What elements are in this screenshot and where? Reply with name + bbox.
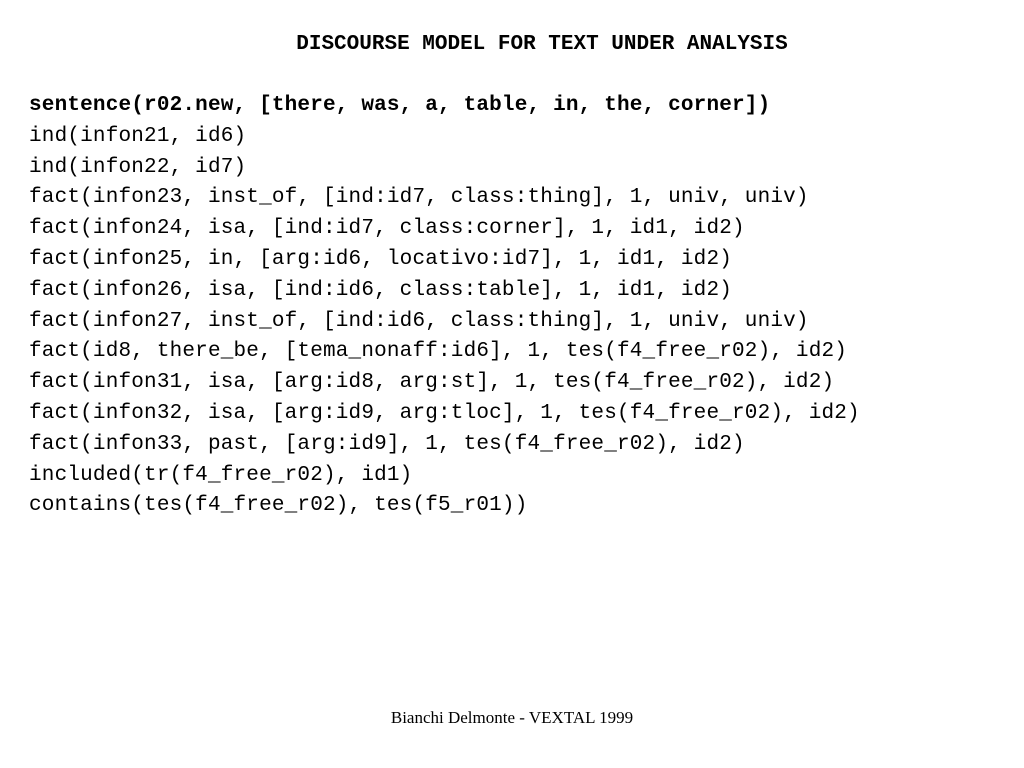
footer-credit: Bianchi Delmonte - VEXTAL 1999 [390,708,634,727]
model-line-fact-infon25: fact(infon25, in, [arg:id6, locativo:id7], 1, id1, id2) [29,247,733,271]
model-line-fact-infon31: fact(infon31, isa, [arg:id8, arg:st], 1, tes(f4_free_r02), id2) [29,371,835,395]
model-line-contains: contains(tes(f4_free_r02), tes(f5_r01)) [29,494,528,518]
model-line-fact-infon23: fact(infon23, inst_of, [ind:id7, class:thing], 1, univ, univ) [29,186,809,210]
model-line-ind-infon21: ind(infon21, id6) [29,124,247,148]
slide-title: DISCOURSE MODEL FOR TEXT UNDER ANALYSIS [296,33,788,56]
model-line-included: included(tr(f4_free_r02), id1) [29,463,413,487]
model-line-fact-id8: fact(id8, there_be, [tema_nonaff:id6], 1, tes(f4_free_r02), id2) [29,340,848,364]
model-line-fact-infon27: fact(infon27, inst_of, [ind:id6, class:thing], 1, univ, univ) [29,309,809,333]
model-line-fact-infon24: fact(infon24, isa, [ind:id7, class:corner], 1, id1, id2) [29,217,745,241]
model-line-fact-infon33: fact(infon33, past, [arg:id9], 1, tes(f4_free_r02), id2) [29,432,745,456]
sentence-line: sentence(r02.new, [there, was, a, table, in, the, corner]) [29,94,771,117]
discourse-model-listing [29,91,1024,522]
model-line-fact-infon32: fact(infon32, isa, [arg:id9, arg:tloc], 1, tes(f4_free_r02), id2) [29,401,860,425]
model-line-fact-infon26: fact(infon26, isa, [ind:id6, class:table], 1, id1, id2) [29,278,733,302]
model-line-ind-infon22: ind(infon22, id7) [29,155,247,179]
